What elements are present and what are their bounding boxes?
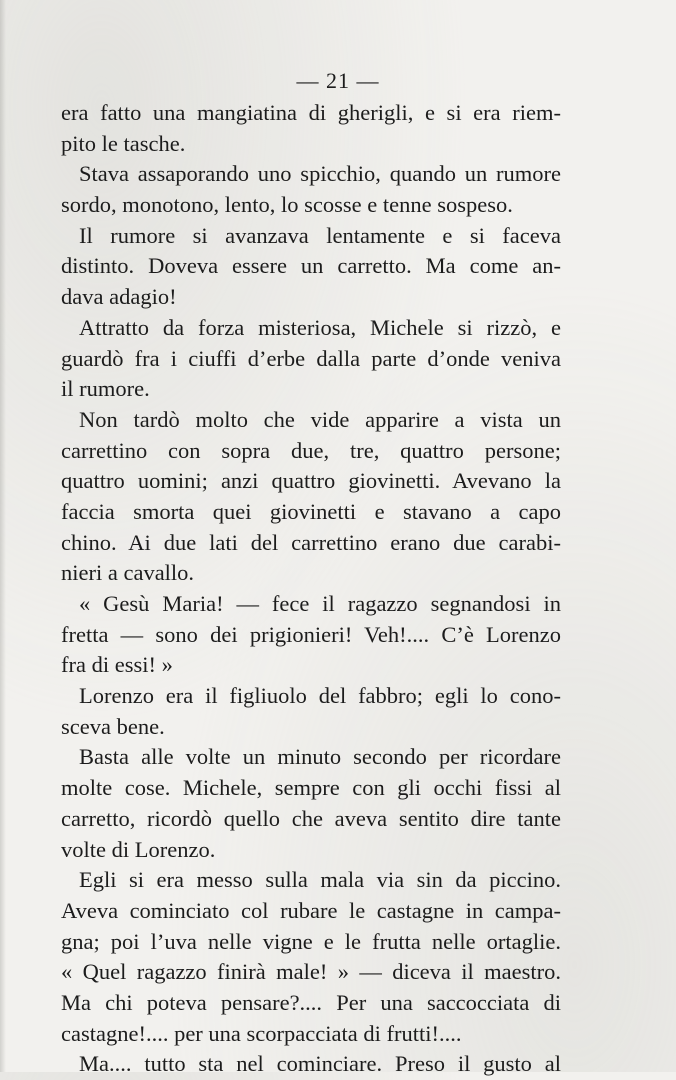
text-line: faccia smorta quei giovinetti e stavano a capo — [61, 498, 561, 524]
text-line: sceva bene. — [61, 713, 165, 739]
text-line: Basta alle volte un minuto secondo per ricordare — [79, 744, 561, 770]
text-line: fretta — sono dei prigionieri! Veh!.... C’è Lorenzo — [61, 621, 561, 647]
text-line: « Gesù Maria! — fece il ragazzo segnandosi in — [79, 591, 561, 616]
text-line: pito le tasche. — [61, 130, 186, 156]
text-line: guardò fra i ciuffi d’erbe dalla parte d’onde veniva — [61, 345, 561, 371]
text-line: Ma.... tutto sta nel cominciare. Preso il gusto al — [79, 1051, 561, 1077]
text-line: Non tardò molto che vide apparire a vista un — [79, 406, 561, 432]
page-edge-shadow — [0, 0, 6, 1072]
text-line: castagne!.... per una scorpacciata di frutti!.... — [61, 1020, 462, 1046]
body-text — [61, 98, 561, 1080]
text-line: sordo, monotono, lento, lo scosse e tenne sospeso. — [61, 192, 513, 218]
text-line: volte di Lorenzo. — [61, 836, 216, 862]
text-line: Attratto da forza misteriosa, Michele si rizzò, e — [79, 314, 561, 340]
text-line: Egli si era messo sulla mala via sin da piccino. — [79, 867, 561, 893]
text-line: dava adagio! — [61, 284, 177, 310]
page-number: — 21 — — [296, 68, 380, 93]
text-line: Lorenzo era il figliuolo del fabbro; egli lo cono- — [79, 683, 561, 709]
text-line: Stava assaporando uno spicchio, quando un rumore — [79, 161, 561, 187]
text-line: chino. Ai due lati del carrettino erano due carabi- — [61, 529, 561, 555]
text-line: era fatto una mangiatina di gherigli, e si era riem- — [61, 100, 561, 125]
text-line: quattro uomini; anzi quattro giovinetti. Avevano la — [61, 468, 561, 494]
text-line: nieri a cavallo. — [61, 560, 195, 586]
text-line: « Quel ragazzo finirà male! » — diceva il maestro. — [61, 959, 561, 985]
text-line: carrettino con sopra due, tre, quattro persone; — [61, 437, 561, 463]
text-line: carretto, ricordò quello che aveva sentito dire tante — [61, 805, 561, 831]
text-line: molte cose. Michele, sempre con gli occhi fissi al — [61, 775, 561, 801]
text-line: fra di essi! » — [61, 652, 173, 678]
text-line: distinto. Doveva essere un carretto. Ma come an- — [61, 253, 561, 279]
text-line: Aveva cominciato col rubare le castagne in campa- — [61, 897, 561, 923]
text-line: Il rumore si avanzava lentamente e si faceva — [79, 222, 561, 248]
text-line: gna; poi l’uva nelle vigne e le frutta nelle ortaglie. — [61, 928, 561, 954]
text-line: Ma chi poteva pensare?.... Per una saccocciata di — [61, 989, 561, 1015]
text-line: il rumore. — [61, 376, 150, 402]
